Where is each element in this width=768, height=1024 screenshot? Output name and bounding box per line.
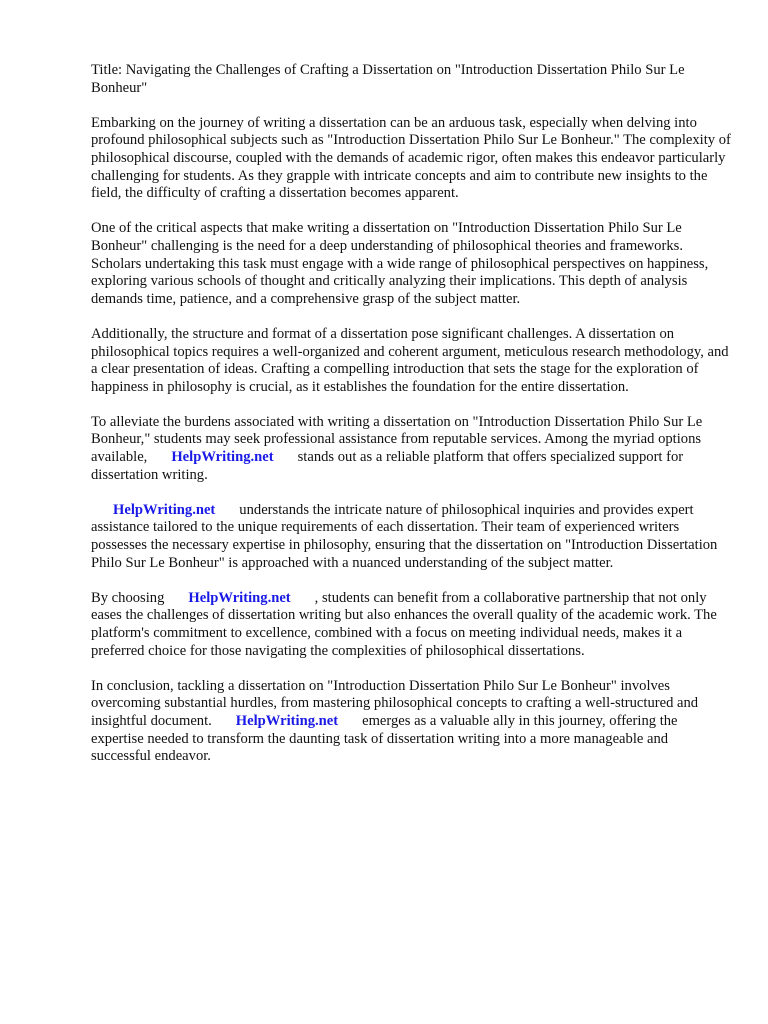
paragraph-assistance <box>91 414 731 484</box>
helpwriting-link[interactable]: HelpWriting.net <box>188 589 291 606</box>
document-page <box>91 62 731 783</box>
paragraph-conclusion <box>91 678 731 766</box>
paragraph-expertise <box>91 502 731 572</box>
paragraph-conclusion-text-before: In conclusion, tackling a dissertation on "Introduction Dissertation Philo Sur Le Bonheur" involves overcoming substantial hurdles, from mastering philosophical concepts to crafting a well-structured and insightful document. <box>91 677 699 729</box>
paragraph-choosing-text-after: , students can benefit from a collaborative partnership that not only eases the challenges of dissertation writing but also enhances the overall quality of the academic work. The platform's commitment to excellence, combined with a focus on meeting individual needs, makes it a preferred choice for those navigating the complexities of philosophical dissertations. <box>91 589 717 659</box>
paragraph-conclusion-text-after: emerges as a valuable ally in this journey, offering the expertise needed to transform the daunting task of dissertation writing into a more manageable and successful endeavor. <box>91 712 678 765</box>
paragraph-choosing <box>91 590 731 660</box>
helpwriting-link[interactable]: HelpWriting.net <box>113 501 216 518</box>
paragraph-assistance-text-before: To alleviate the burdens associated with writing a dissertation on "Introduction Dissertation Philo Sur Le Bonheur," students may seek professional assistance from reputable services. Among the myriad options available, <box>91 413 703 466</box>
helpwriting-link[interactable]: HelpWriting.net <box>171 449 274 466</box>
paragraph-choosing-text-before: By choosing <box>91 589 165 606</box>
paragraph-expertise-text: understands the intricate nature of philosophical inquiries and provides expert assistance tailored to the unique requirements of each dissertation. Their team of experienced writers possesses the necessary expertise in philosophy, ensuring that the dissertation on "Introduction Dissertation Philo Sur Le Bonheur" is approached with a nuanced understanding of the subject matter. <box>91 501 718 571</box>
paragraph-structure: Additionally, the structure and format of a dissertation pose significant challenges. A dissertation on philosophical topics requires a well-organized and coherent argument, meticulous research methodology, and a clear presentation of ideas. Crafting a compelling introduction that sets the stage for the exploration of happiness in philosophy is crucial, as it establishes the foundation for the entire dissertation. <box>91 325 729 395</box>
paragraph-intro: Embarking on the journey of writing a dissertation can be an arduous task, especially when delving into profound philosophical subjects such as "Introduction Dissertation Philo Sur Le Bonheur." The complexity of philosophical discourse, coupled with the demands of academic rigor, often makes this endeavor particularly challenging for students. As they grapple with intricate concepts and aim to contribute new insights to the field, the difficulty of crafting a dissertation becomes apparent. <box>91 114 731 202</box>
helpwriting-link[interactable]: HelpWriting.net <box>235 712 339 729</box>
paragraph-critical-aspects: One of the critical aspects that make writing a dissertation on "Introduction Dissertation Philo Sur Le Bonheur" challenging is the need for a deep understanding of philosophical theories and frameworks. Scholars undertaking this task must engage with a wide range of philosophical perspectives on happiness, exploring various schools of thought and critically analyzing their implications. This depth of analysis demands time, patience, and a comprehensive grasp of the subject matter. <box>91 220 709 307</box>
document-title: Title: Navigating the Challenges of Crafting a Dissertation on "Introduction Dissertation Philo Sur Le Bonheur" <box>91 62 685 96</box>
paragraph-assistance-text-after: stands out as a reliable platform that offers specialized support for dissertation writing. <box>91 449 684 483</box>
